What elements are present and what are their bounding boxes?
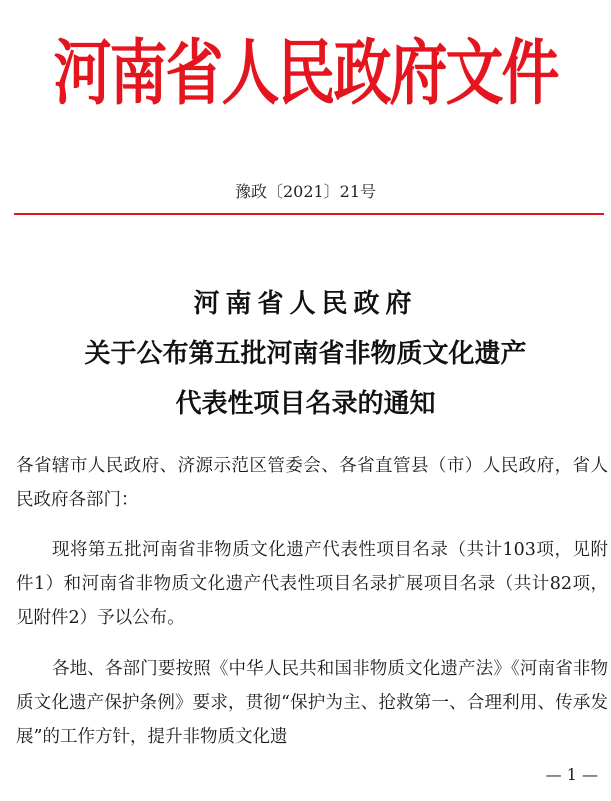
paragraph-2: 各地、各部门要按照《中华人民共和国非物质文化遗产法》《河南省非物质文化遗产保护条例》要求，贯彻“保护为主、抢救第一、合理利用、传承发展”的工作方针，提升非物质文化遗 [16, 659, 608, 747]
title-line-3: 代表性项目名录的通知 [175, 389, 436, 419]
salutation: 各省辖市人民政府、济源示范区管委会、各省直管县（市）人民政府，省人民政府各部门： [16, 456, 608, 510]
paragraph-1: 现将第五批河南省非物质文化遗产代表性项目名录（共计103项，见附件1）和河南省非物质文化遗产代表性项目名录扩展项目名录（共计82项，见附件2）予以公布。 [16, 540, 608, 628]
title-issuer: 河南省人民政府 [193, 289, 418, 319]
red-divider-line [14, 213, 604, 215]
document-number: 豫政〔2021〕21号 [234, 182, 377, 201]
page-number: — 1 — [545, 765, 598, 784]
issuer-banner: 河南省人民政府文件 [53, 31, 558, 115]
title-line-2: 关于公布第五批河南省非物质文化遗产 [84, 339, 527, 369]
